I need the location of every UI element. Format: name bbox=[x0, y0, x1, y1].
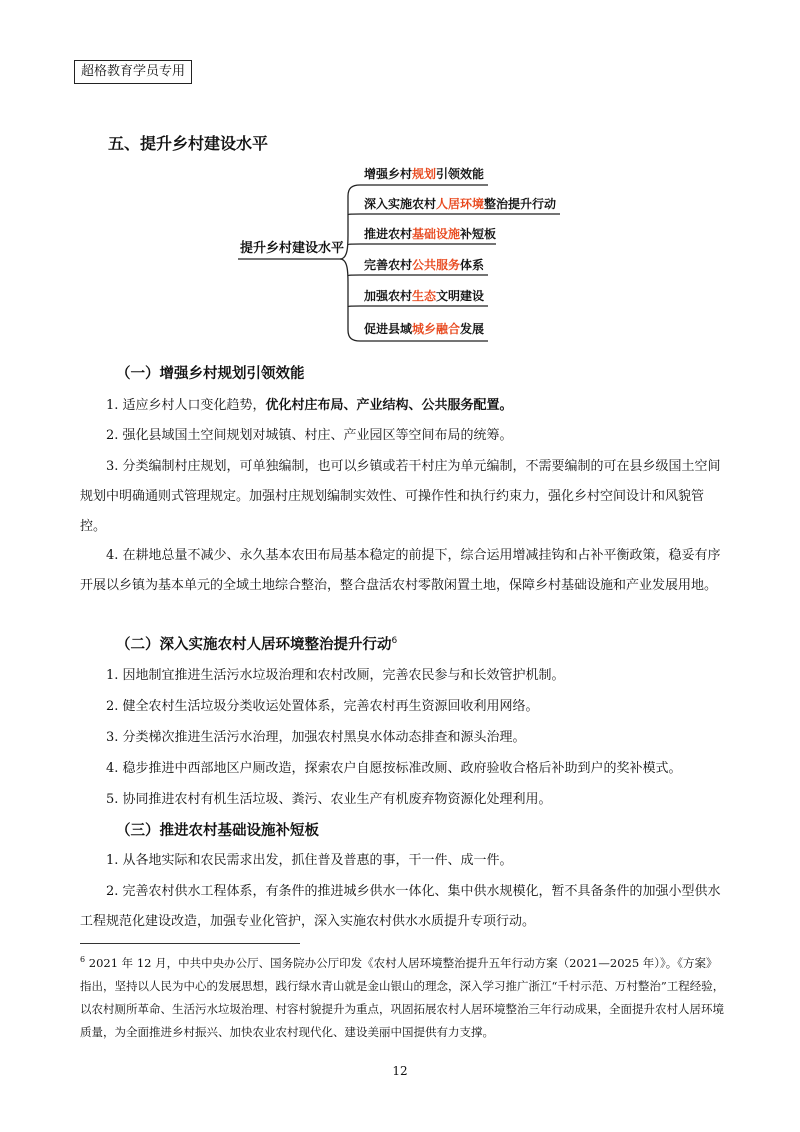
mind-map-item: 推进农村基础设施补短板 bbox=[364, 227, 497, 241]
paragraph: 4. 稳步推进中西部地区户厕改造，探索农户自愿按标准改厕、政府验收合格后补助到户的奖补模式。 bbox=[106, 761, 682, 776]
watermark-badge: 超格教育学员专用 bbox=[74, 60, 192, 84]
branch-4 bbox=[348, 275, 360, 276]
paragraph: 2. 完善农村供水工程体系，有条件的推进城乡供水一体化、集中供水规模化，暂不具备条件的加强小型供水工程规范化建设改造，加强专业化管护，深入实施农村供水水质提升专项行动。 bbox=[80, 884, 721, 929]
paragraph: 4. 在耕地总量不减少、永久基本农田布局基本稳定的前提下，综合运用增减挂钩和占补平衡政策，稳妥有序开展以乡镇为基本单元的全域土地综合整治，整合盘活农村零散闲置土地，保障乡村基础设施和产业发展用地。 bbox=[80, 548, 721, 593]
mind-map-item: 完善农村公共服务体系 bbox=[364, 258, 485, 272]
footnote-ref[interactable]: 6 bbox=[391, 636, 398, 647]
mind-map-item: 深入实施农村人居环境整治提升行动 bbox=[364, 197, 557, 211]
mind-map-root: 提升乡村建设水平 bbox=[240, 241, 345, 256]
mind-map-item: 增强乡村规划引领效能 bbox=[364, 167, 485, 181]
paragraph: 1. 因地制宜推进生活污水垃圾治理和农村改厕，完善农民参与和长效管护机制。 bbox=[106, 668, 565, 683]
footnote-divider bbox=[80, 943, 300, 944]
paragraph: 3. 分类编制村庄规划，可单独编制，也可以乡镇或若干村庄为单元编制，不需要编制的可在县乡级国土空间规划中明确通则式管理规定。加强村庄规划编制实效性、可操作性和执行约束力，强化乡村空间设计和风貌管控。 bbox=[80, 459, 721, 534]
subsection-title-3: （三）推进农村基础设施补短板 bbox=[116, 823, 319, 839]
branch-bottom bbox=[340, 259, 360, 341]
branch-2 bbox=[348, 214, 360, 215]
paragraph: 2. 强化县域国土空间规划对城镇、村庄、产业园区等空间布局的统筹。 bbox=[106, 428, 513, 443]
subsection-title-2: （二）深入实施农村人居环境整治提升行动$^6$ bbox=[116, 636, 398, 653]
subsection-title-1: （一）增强乡村规划引领效能 bbox=[116, 366, 305, 382]
branch-5 bbox=[348, 306, 360, 307]
paragraph: 1. 从各地实际和农民需求出发，抓住普及普惠的事，干一件、成一件。 bbox=[106, 853, 513, 868]
page-number: 12 bbox=[392, 1064, 408, 1078]
paragraph: 2. 健全农村生活垃圾分类收运处置体系，完善农村再生资源回收利用网络。 bbox=[106, 699, 539, 714]
mind-map-item: 促进县域城乡融合发展 bbox=[364, 322, 485, 336]
branch-3 bbox=[348, 244, 360, 245]
paragraph: 1. 适应乡村人口变化趋势，优化村庄布局、产业结构、公共服务配置。 bbox=[106, 398, 513, 413]
mind-map bbox=[0, 0, 800, 360]
paragraph: 3. 分类梯次推进生活污水治理，加强农村黑臭水体动态排查和源头治理。 bbox=[106, 730, 526, 745]
mind-map-item: 加强农村生态文明建设 bbox=[364, 289, 485, 303]
paragraph: 5. 协同推进农村有机生活垃圾、粪污、农业生产有机废弃物资源化处理利用。 bbox=[106, 792, 552, 807]
footnote: $^6$ 2021 年 12 月，中共中央办公厅、国务院办公厅印发《农村人居环境整治提升五年行动方案（2021—2025 年）》。《方案》指出，坚持以人民为中心的发展思想，践行绿水青山就是金山银山的理念，深入学习推广浙江“千村示范、万村整治”工程经验，以农村厕所革命、生活污水垃圾治理、村容村貌提升为重点，巩固拓展农村人居环境整治三年行动成果，全面提升农村人居环境质量，为全面推进乡村振兴、加快农业农村现代化、建设美丽中国提供有力支撑。 bbox=[80, 955, 725, 1039]
section-title: 五、提升乡村建设水平 bbox=[108, 134, 269, 153]
